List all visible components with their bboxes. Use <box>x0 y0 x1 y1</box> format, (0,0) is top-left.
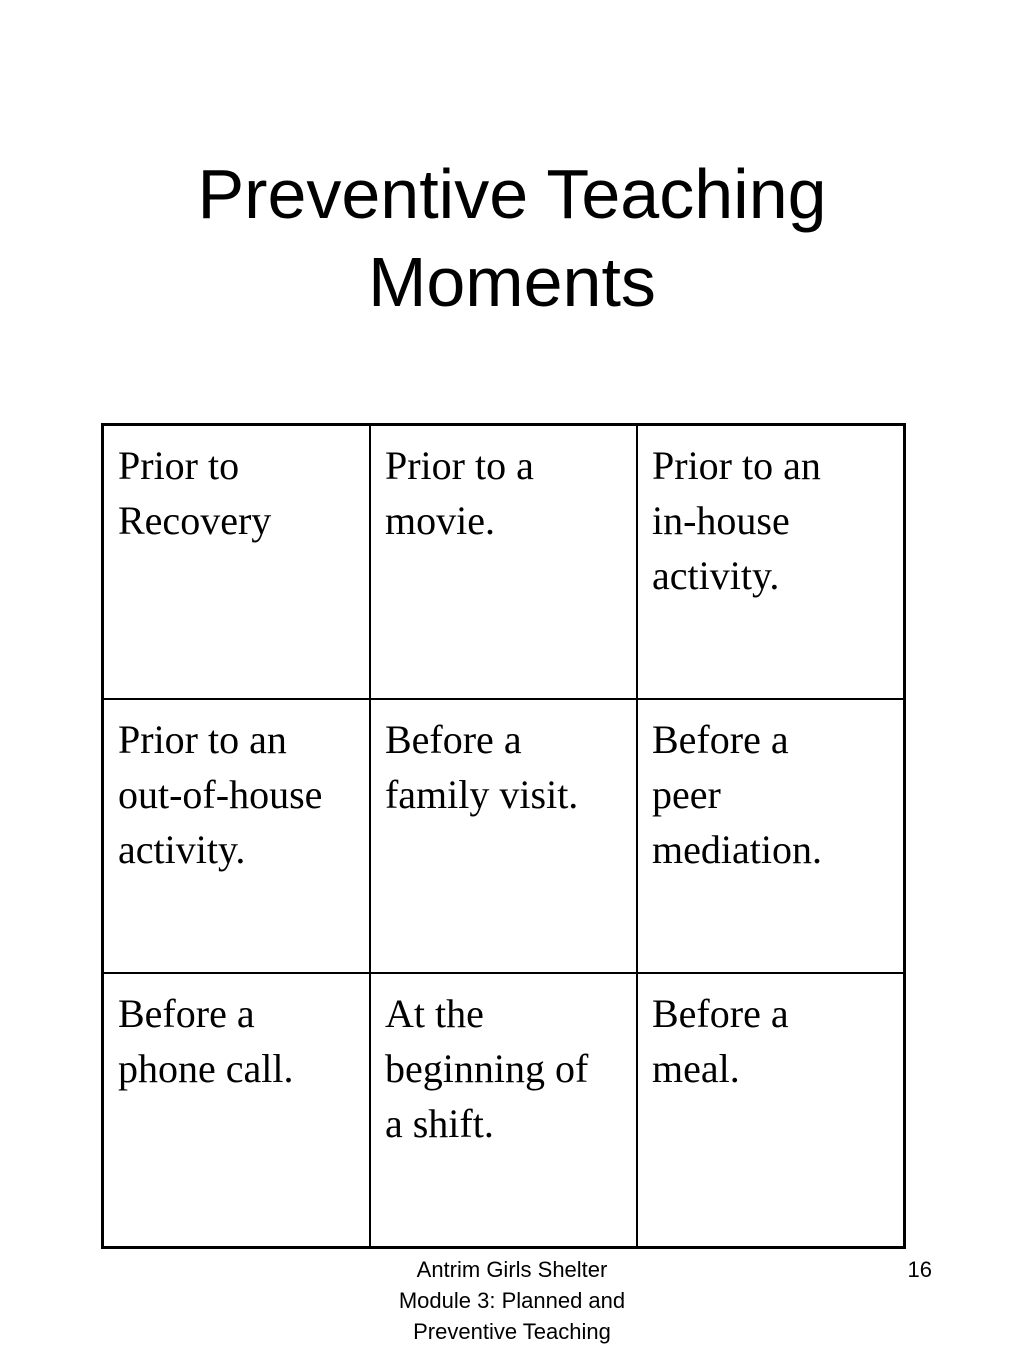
cell-line: movie. <box>384 498 495 543</box>
footer-line: Antrim Girls Shelter <box>416 1257 608 1282</box>
table-cell <box>370 425 637 700</box>
teaching-moments-table <box>101 423 906 1249</box>
cell-line: family visit. <box>384 772 579 817</box>
cell-line: Prior to an <box>652 443 821 488</box>
slide-title <box>0 150 1024 326</box>
title-line: Preventive Teaching <box>197 155 827 233</box>
slide-footer <box>352 1254 672 1347</box>
cell-line: Before a <box>118 991 255 1036</box>
cell-line: out-of-house <box>118 772 323 817</box>
cell-line: Recovery <box>118 498 272 543</box>
cell-line: in-house <box>652 498 790 543</box>
cell-line: Prior to an <box>118 717 287 762</box>
cell-line: Prior to <box>118 443 240 488</box>
cell-line: peer <box>652 772 721 817</box>
cell-line: Prior to a <box>384 443 534 488</box>
cell-line: phone call. <box>118 1046 294 1091</box>
table-cell <box>637 699 905 973</box>
table-cell <box>103 973 370 1248</box>
page-number: 16 <box>907 1257 932 1282</box>
table-cell <box>370 973 637 1248</box>
cell-line: activity. <box>118 827 246 872</box>
cell-line: mediation. <box>652 827 822 872</box>
cell-line: beginning of <box>384 1046 589 1091</box>
cell-line: a shift. <box>384 1101 494 1146</box>
title-line: Moments <box>368 243 656 321</box>
cell-line: Before a <box>652 991 789 1036</box>
table-cell <box>637 973 905 1248</box>
cell-line: Before a <box>384 717 522 762</box>
cell-line: meal. <box>652 1046 740 1091</box>
table-row <box>103 699 905 973</box>
table-cell <box>103 425 370 700</box>
footer-line: Preventive Teaching <box>413 1319 611 1344</box>
table-cell <box>103 699 370 973</box>
cell-line: At the <box>384 991 484 1036</box>
table-cell <box>637 425 905 700</box>
table-row <box>103 425 905 700</box>
table-cell <box>370 699 637 973</box>
table-row <box>103 973 905 1248</box>
cell-line: activity. <box>652 553 780 598</box>
cell-line: Before a <box>652 717 789 762</box>
footer-line: Module 3: Planned and <box>398 1288 626 1313</box>
